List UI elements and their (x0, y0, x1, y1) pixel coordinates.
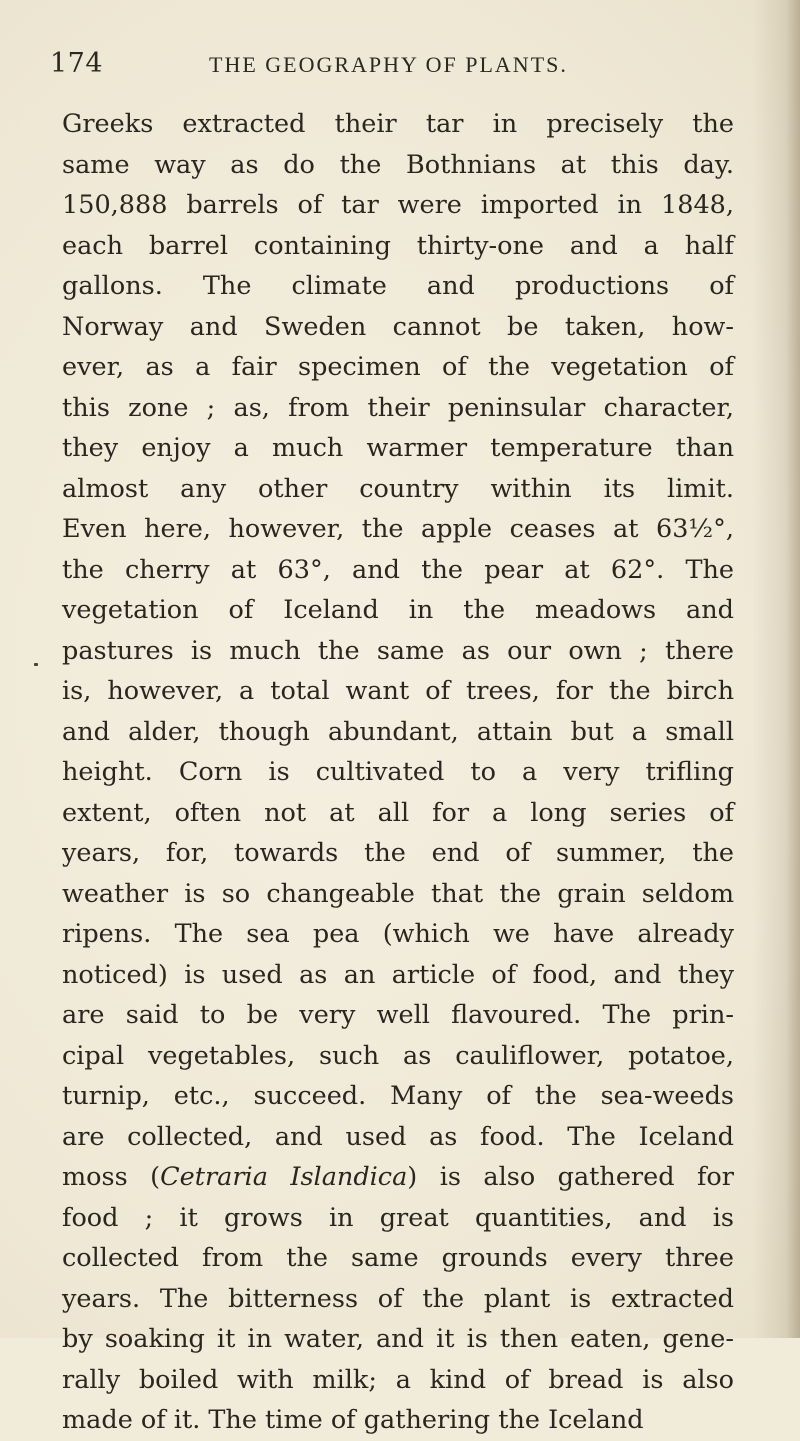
text-line: weather is so changeable that the grain seldom (62, 878, 734, 909)
page-number: 174 (50, 48, 104, 79)
text-line: Norway and Sweden cannot be taken, how- (62, 311, 734, 342)
text-line: collected from the same grounds every three (62, 1243, 734, 1273)
text-line: are said to be very well flavoured. The prin- (62, 1000, 734, 1030)
text-line: rally boiled with milk; a kind of bread is also (62, 1364, 734, 1395)
page-edge-shadow (786, 0, 800, 1338)
text-line: and alder, though abundant, attain but a small (62, 716, 734, 747)
page-header (50, 48, 750, 88)
text-line: each barrel containing thirty-one and a half (62, 230, 734, 261)
text-line: extent, often not at all for a long series of (62, 797, 734, 828)
text-line: Greeks extracted their tar in precisely the (62, 109, 734, 139)
running-head: THE GEOGRAPHY OF PLANTS. (209, 52, 568, 77)
text-line: this zone ; as, from their peninsular character, (62, 392, 734, 423)
text-line: height. Corn is cultivated to a very trifling (62, 757, 734, 787)
text-line: turnip, etc., succeed. Many of the sea-weeds (62, 1081, 734, 1111)
text-line: food ; it grows in great quantities, and is (62, 1202, 734, 1233)
text-line: years. The bitterness of the plant is extracted (62, 1283, 734, 1314)
text-line: almost any other country within its limit. (62, 473, 734, 504)
text-line: they enjoy a much warmer temperature than (62, 433, 734, 463)
text-line: moss (Cetraria Islandica) is also gathered for (62, 1162, 734, 1192)
text-line: ripens. The sea pea (which we have already (62, 919, 734, 949)
text-line: years, for, towards the end of summer, the (62, 838, 734, 868)
text-line: the cherry at 63°, and the pear at 62°. The (62, 554, 734, 585)
text-line: gallons. The climate and productions of (62, 271, 734, 301)
latin-name: Cetraria Islandica (160, 1162, 408, 1192)
text-line: pastures is much the same as our own ; there (62, 635, 734, 666)
text-line: ever, as a fair specimen of the vegetation of (62, 352, 734, 382)
text-line: 150,888 barrels of tar were imported in 1848, (62, 190, 734, 220)
text-line: cipal vegetables, such as cauliflower, potatoe, (62, 1040, 734, 1071)
text-line: vegetation of Iceland in the meadows and (62, 595, 734, 625)
text-line: same way as do the Bothnians at this day. (62, 149, 734, 180)
text-line: Even here, however, the apple ceases at 63½°, (62, 514, 734, 544)
text-line: by soaking it in water, and it is then eaten, gene- (62, 1324, 734, 1354)
margin-mark (34, 663, 38, 666)
body-text (62, 104, 734, 1441)
text-line: is, however, a total want of trees, for the birch (62, 676, 734, 706)
text-line: made of it. The time of gathering the Iceland (62, 1405, 644, 1435)
text-line: noticed) is used as an article of food, and they (62, 959, 734, 990)
text-line: are collected, and used as food. The Iceland (62, 1121, 734, 1152)
